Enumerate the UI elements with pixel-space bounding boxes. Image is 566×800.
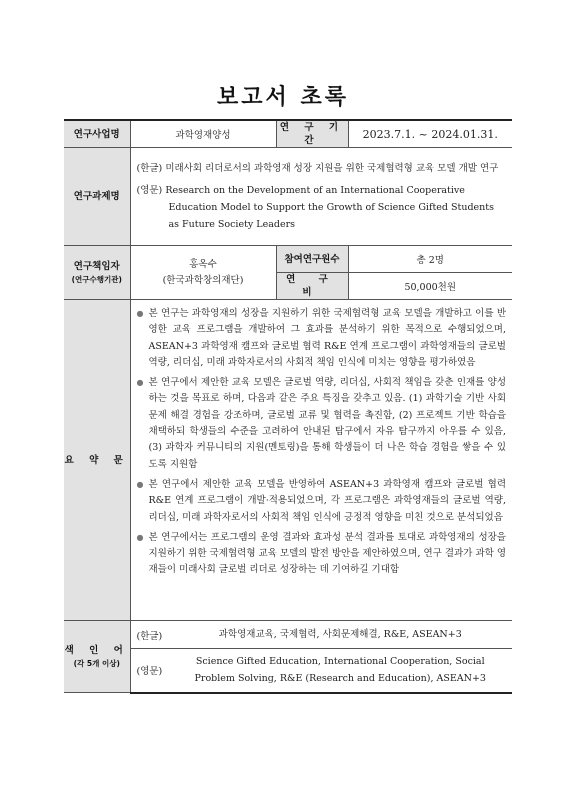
researcher-value-cell bbox=[130, 246, 276, 300]
summary-item-text: 본 연구는 과학영재의 성장을 지원하기 위한 국제협력형 교육 모델을 개발하고 이를 반영한 교육 프로그램을 개발하여 그 효과를 분석하기 위한 목적으로 수행되었으며, ASEAN+3 과학영재 캠프와 글로벌 협력 R&E 연계 프로그램이 과학영재들의 글로벌 역량, 리더십, 미래 과학자로서의 사회적 책임 인식에 미치는 영향을 평가하였음 bbox=[148, 308, 506, 368]
summary-list bbox=[131, 300, 513, 585]
row-project bbox=[64, 120, 512, 148]
researcher-sublabel: (연구수행기관) bbox=[71, 274, 122, 284]
project-name-value: 과학영재양성 bbox=[130, 120, 276, 148]
summary-item-text: 본 연구에서 제안한 교육 모델은 글로벌 역량, 리더십, 사회적 책임을 갖춘 인재를 양성하는 것을 목표로 하며, 다음과 같은 주요 특징을 갖추고 있음. (1) 과학기술 기반 사회문제 해결 경험을 강조하며, 글로벌 교류 및 협력을 촉진함, (2) 프로젝트 기반 학습을 채택하되 학생들의 수준을 고려하여 안내된 탐구에서 자유 탐구까지 아우를 수 있음, (3) 과학자 커뮤니티의 지원(멘토링)을 통해 학생들이 더 나은 학습 경험을 쌓을 수 있도록 지원함 bbox=[148, 377, 506, 470]
summary-item-text: 본 연구에서는 프로그램의 운영 결과와 효과성 분석 결과를 토대로 과학영재의 성장을 지원하기 위한 국제협력형 교육 모델의 발전 방안을 제안하였으며, 연구 결과가 과학 영재들이 미래사회 글로벌 리더로 성장하는 데 기여하길 기대함 bbox=[148, 531, 506, 576]
keywords-sublabel: (각 5개 이상) bbox=[73, 658, 120, 668]
summary-item bbox=[135, 375, 507, 473]
keywords-en-text: Science Gifted Education, International Cooperation, Social Problem Solving, R&E (Research and Education), ASEAN+3 bbox=[194, 656, 486, 685]
summary-cell bbox=[130, 300, 512, 621]
task-title-en-tag: (영문) bbox=[136, 185, 163, 196]
keywords-kr-cell bbox=[130, 621, 512, 649]
keywords-en-tag: (영문) bbox=[136, 666, 163, 678]
researcher-label-cell bbox=[64, 246, 130, 300]
keywords-kr-tag: (한글) bbox=[136, 630, 163, 642]
keywords-label: 색 인 어 bbox=[64, 644, 129, 656]
row-task-title bbox=[64, 148, 512, 246]
budget-label: 연 구 비 bbox=[276, 273, 348, 300]
summary-item bbox=[135, 530, 507, 579]
keywords-kr-text: 과학영재교육, 국제협력, 사회문제해결, R&E, ASEAN+3 bbox=[218, 629, 462, 640]
period-label: 연 구 기 간 bbox=[276, 120, 348, 148]
researcher-org: (한국과학창의재단) bbox=[162, 274, 244, 286]
participants-label: 참여연구원수 bbox=[276, 246, 348, 273]
summary-item bbox=[135, 306, 507, 371]
abstract-table bbox=[64, 119, 512, 694]
report-title: 보고서 초록 bbox=[217, 85, 349, 110]
row-researcher bbox=[64, 246, 512, 273]
task-title-en bbox=[137, 182, 507, 233]
period-value: 2023.7.1. ~ 2024.01.31. bbox=[348, 120, 512, 148]
row-keywords-en bbox=[64, 649, 512, 693]
researcher-name: 홍옥수 bbox=[189, 258, 217, 270]
bullet-icon: ● bbox=[136, 532, 144, 542]
keywords-label-cell bbox=[64, 621, 130, 693]
budget-value: 50,000천원 bbox=[348, 273, 512, 300]
bullet-icon: ● bbox=[136, 309, 144, 318]
bullet-icon: ● bbox=[136, 378, 144, 388]
task-title-kr bbox=[137, 160, 507, 177]
task-title-en-text: Research on the Development of an International Cooperative Education Model to Support the Growth of Science Gifted Students as Future Society Leaders bbox=[165, 185, 494, 230]
row-keywords-kr bbox=[64, 621, 512, 649]
row-summary bbox=[64, 300, 512, 621]
keywords-en-cell bbox=[130, 649, 512, 693]
summary-item-text: 본 연구에서 제안한 교육 모델을 반영하여 ASEAN+3 과학영재 캠프와 글로벌 협력 R&E 연계 프로그램이 개발·적용되었으며, 각 프로그램은 과학영재들의 글로벌 역량, 리더십, 미래 과학자로서의 사회적 책임 인식에 긍정적 영향을 미친 것으로 분석되었음 bbox=[148, 478, 506, 523]
participants-value: 총 2명 bbox=[348, 246, 512, 273]
summary-item bbox=[135, 477, 507, 526]
task-title-label: 연구과제명 bbox=[64, 148, 130, 246]
researcher-label: 연구책임자 bbox=[73, 260, 120, 272]
bullet-icon: ● bbox=[136, 479, 144, 489]
project-name-label: 연구사업명 bbox=[64, 120, 130, 148]
summary-label: 요 약 문 bbox=[64, 300, 130, 621]
task-title-kr-tag: (한글) bbox=[136, 163, 163, 174]
task-title-cell bbox=[130, 148, 512, 246]
task-title-kr-text: 미래사회 리더로서의 과학영재 성장 지원을 위한 국제협력형 교육 모델 개발 연구 bbox=[165, 163, 499, 174]
